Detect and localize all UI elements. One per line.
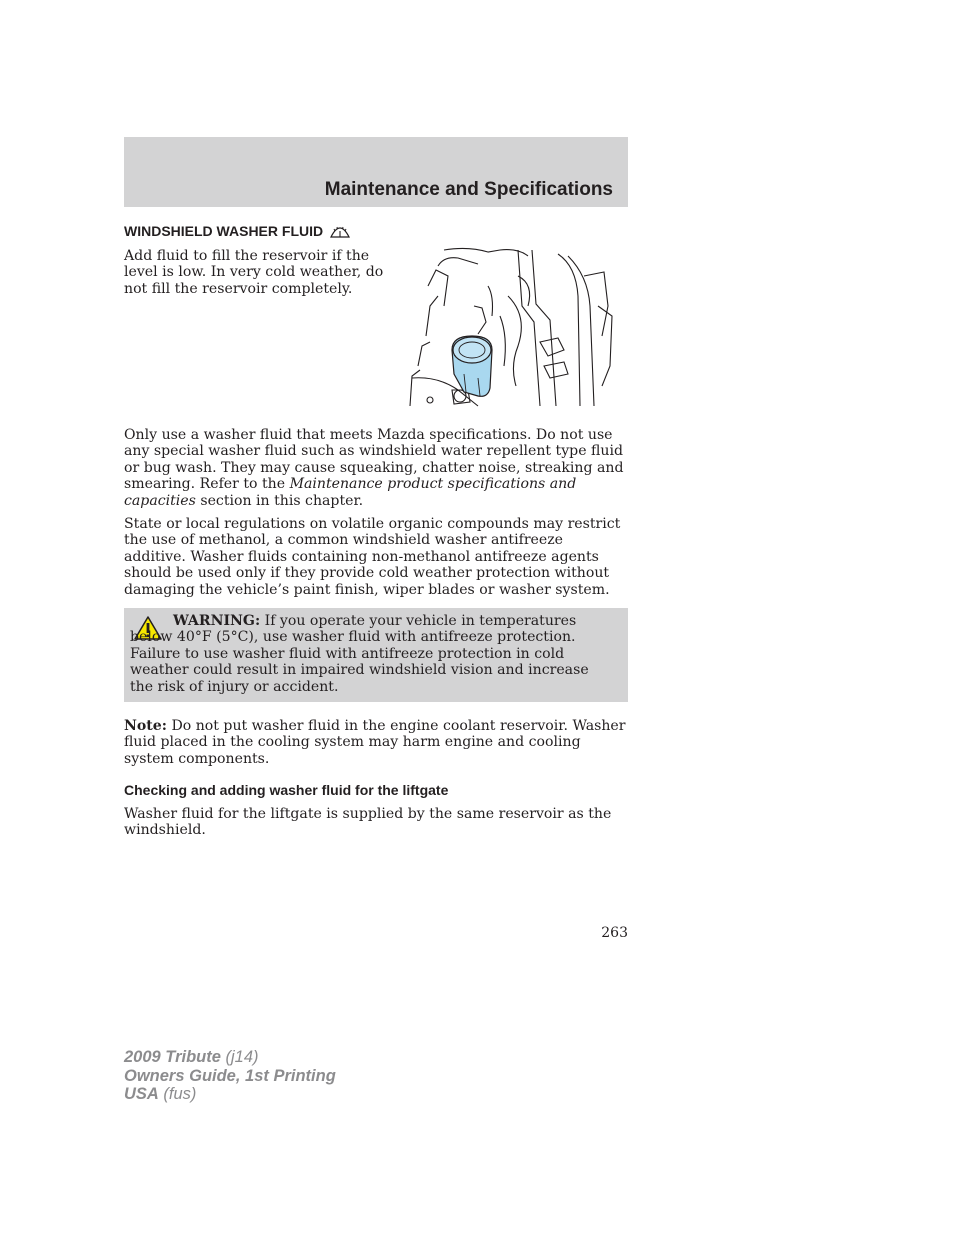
- warning-text: WARNING: If you operate your vehicle in temperatures below 40°F (5°C), use washer fluid with antifreeze protection. Failure to use washer fluid with antifreeze protection in cold weather could result in impaired windshield vision and increase the risk of injury or accident.: [130, 613, 589, 695]
- regulations-paragraph: State or local regulations on volatile organic compounds may restrict the use of methanol, a common windshield washer antifreeze additive. Washer fluids containing non-methanol antifreeze agents should be used only if they provide cold weather protection without damaging the vehicle’s paint finish, wiper blades or washer system.: [124, 516, 621, 598]
- page-number: 263: [601, 925, 628, 941]
- footer-line-3: USA (fus): [124, 1085, 197, 1103]
- warning-box: [124, 608, 628, 702]
- note-paragraph: Note: Do not put washer fluid in the engine coolant reservoir. Washer fluid placed in the cooling system may harm engine and cooling system components.: [124, 718, 626, 767]
- liftgate-subheading: Checking and adding washer fluid for the liftgate: [124, 782, 449, 798]
- header-band: [124, 137, 628, 207]
- footer-line-2: Owners Guide, 1st Printing: [124, 1066, 336, 1085]
- note-label: Note:: [124, 718, 167, 734]
- washer-fluid-spec-paragraph: Only use a washer fluid that meets Mazda specifications. Do not use any special washer fluid such as windshield water repellent type fluid or bug wash. They may cause squeaking, chatter noise, streaking and smearing. Refer to the Maintenance product specifications and capacities section in this chapter.: [124, 427, 624, 509]
- washer-reservoir-illustration: [408, 246, 614, 410]
- spec-section-reference: Maintenance product specifications and capacities: [124, 476, 577, 509]
- intro-paragraph: Add fluid to fill the reservoir if the level is low. In very cold weather, do not fill the reservoir completely.: [124, 248, 384, 297]
- liftgate-paragraph: Washer fluid for the liftgate is supplied by the same reservoir as the windshield.: [124, 806, 612, 839]
- section-title: [124, 222, 351, 240]
- warning-label: WARNING:: [173, 613, 261, 629]
- washer-fluid-icon: [329, 222, 351, 240]
- section-title-text: WINDSHIELD WASHER FLUID: [124, 223, 324, 239]
- footer: [124, 1048, 336, 1104]
- page-header-title: Maintenance and Specifications: [324, 179, 613, 200]
- washer-reservoir-highlight: [452, 336, 492, 396]
- footer-line-1: 2009 Tribute (j14): [124, 1048, 259, 1066]
